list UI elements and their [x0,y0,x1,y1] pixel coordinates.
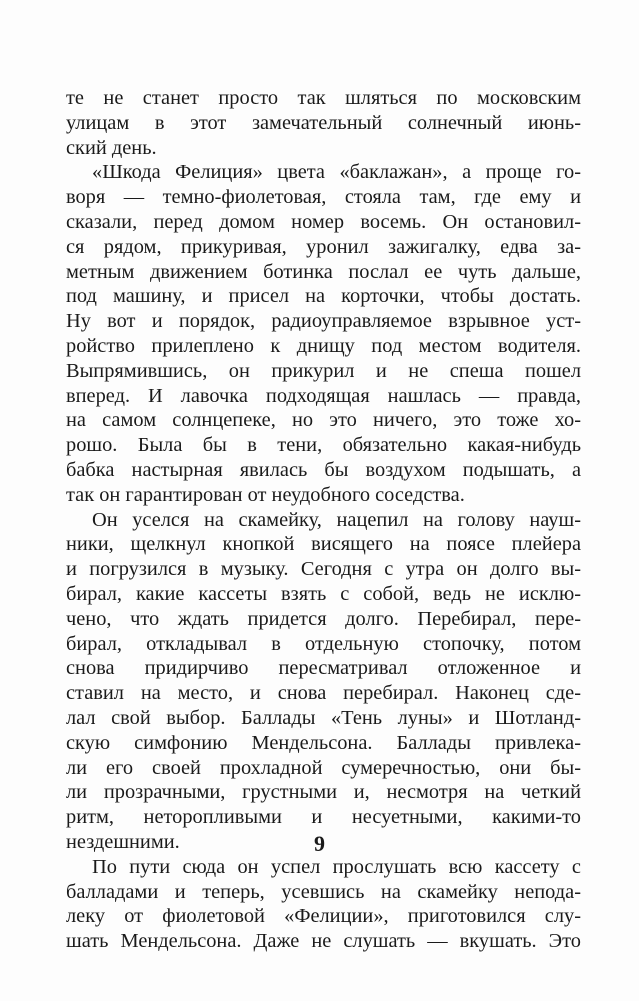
text-line: метным движением ботинка послал ее чуть дальше, [66,260,581,283]
text-line: ся рядом, прикуривая, уронил зажигалку, едва за- [66,235,581,258]
page-number: 9 [314,831,325,856]
text-line: «Шкода Фелиция» цвета «баклажан», а проще го- [92,161,581,184]
text-line: ский день. [66,136,157,159]
text-line: ли его своей прохладной сумеречностью, они бы- [66,756,581,779]
text-line: и погрузился в музыку. Сегодня с утра он долго вы- [66,558,581,581]
text-line: те не станет просто так шляться по московским [66,87,581,109]
text-line: воря — темно-фиолетовая, стояла там, где ему и [66,186,581,209]
text-line: снова придирчиво пересматривал отложенное и [66,657,581,680]
text-line: Он уселся на скамейку, нацепил на голову науш- [92,508,581,531]
text-line: Выпрямившись, он прикурил и не спеша пошел [66,359,581,382]
text-line: лал свой выбор. Баллады «Тень луны» и Шотланд- [66,706,581,729]
body-text [66,86,581,954]
text-line: ли прозрачными, грустными и, несмотря на четкий [66,781,581,804]
text-line: шать Мендельсона. Даже не слушать — вкушать. Это [66,930,581,953]
text-line: бирал, какие кассеты взять с собой, ведь не исклю- [66,582,581,605]
text-line: Ну вот и порядок, радиоуправляемое взрывное уст- [66,310,581,333]
text-line: улицам в этот замечательный солнечный июнь- [66,111,581,134]
text-line: леку от фиолетовой «Фелиции», приготовился слу- [66,905,581,928]
text-line: бабка настырная явилась бы воздухом подышать, а [66,458,581,481]
text-line: ритм, неторопливыми и несуетными, какими-то [66,806,581,829]
text-line: ставил на место, и снова перебирал. Наконец сде- [66,682,581,705]
text-line: под машину, и присел на корточки, чтобы достать. [66,285,581,308]
text-line: чено, что ждать придется долго. Перебирал, пере- [66,607,581,630]
text-line: так он гарантирован от неудобного соседства. [66,483,465,506]
text-line: ройство прилеплено к днищу под местом водителя. [66,334,581,357]
text-line: бирал, откладывал в отдельную стопочку, потом [66,632,581,655]
text-line: вперед. И лавочка подходящая нашлась — правда, [66,384,581,407]
text-line: рошо. Была бы в тени, обязательно какая-нибудь [66,434,581,457]
text-line: сказали, перед домом номер восемь. Он остановил- [66,210,581,233]
text-line: скую симфонию Мендельсона. Баллады привлека- [66,731,581,754]
text-line: на самом солнцепеке, но это ничего, это тоже хо- [66,409,581,432]
text-line: ники, щелкнул кнопкой висящего на поясе плейера [66,533,581,556]
text-line: По пути сюда он успел прослушать всю кассету с [92,855,581,878]
text-line: нездешними. [66,830,180,853]
text-line: балладами и теперь, усевшись на скамейку непода- [66,880,581,903]
